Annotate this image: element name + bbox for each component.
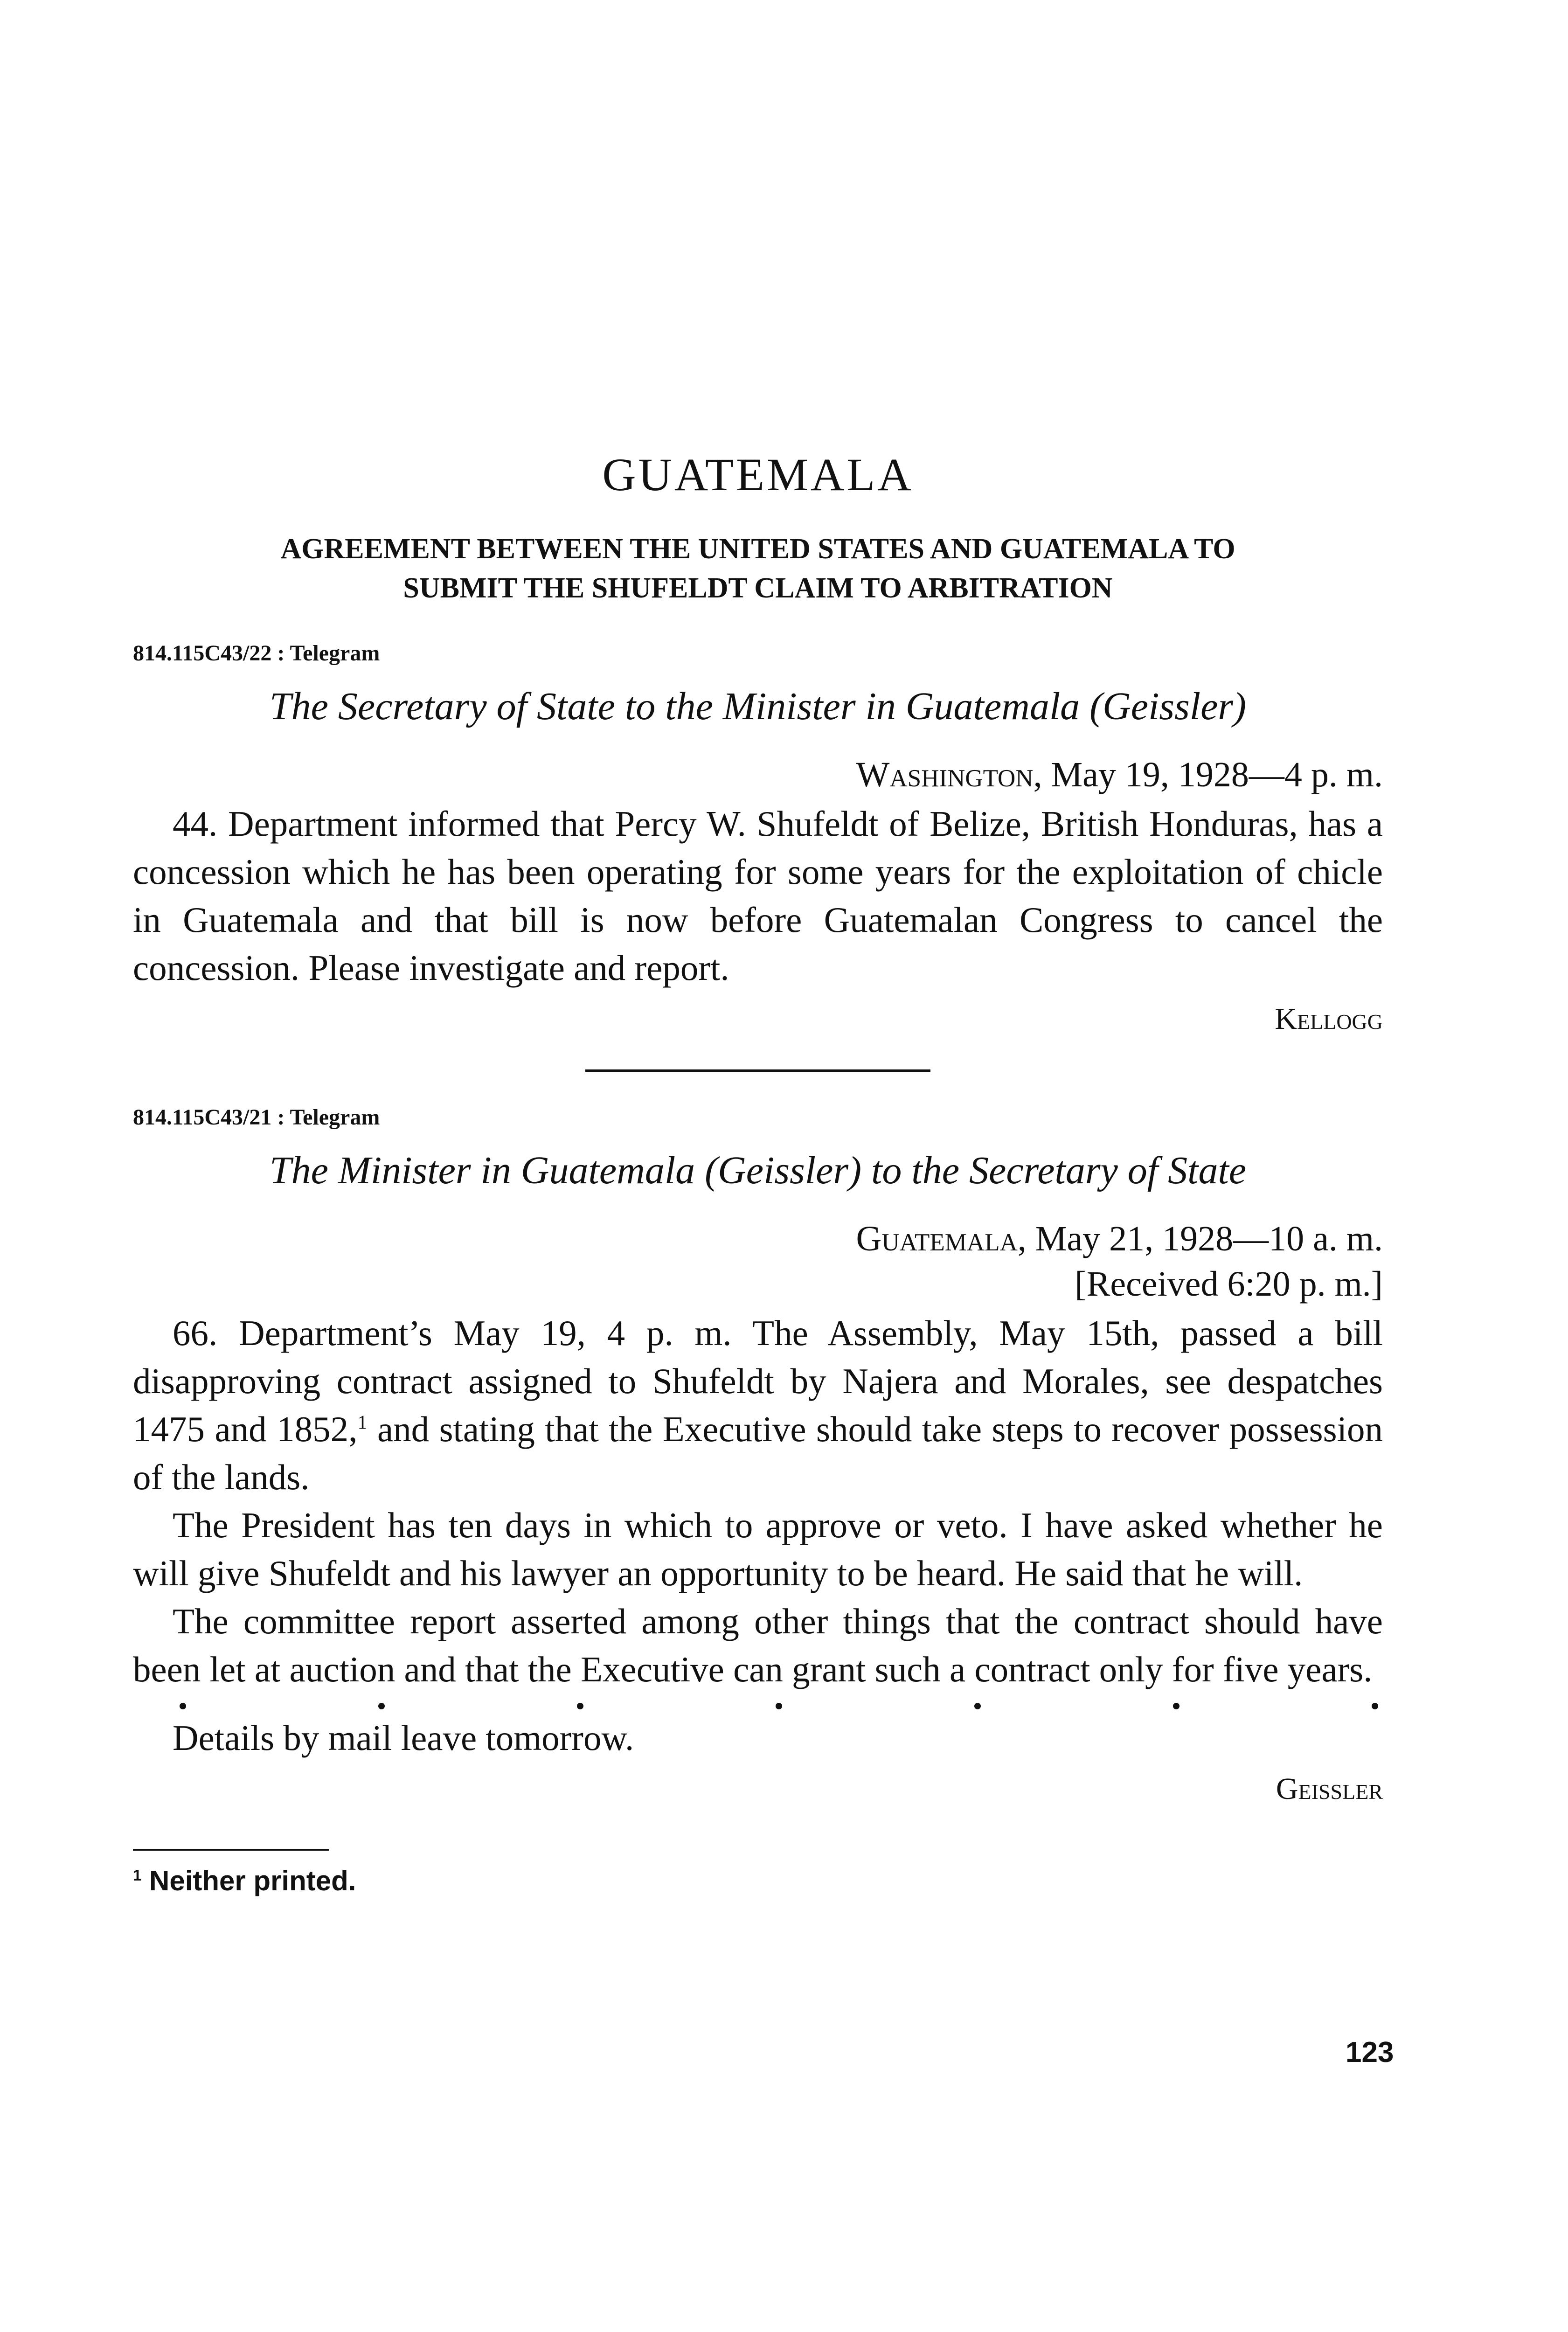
section-heading-line-1: AGREEMENT BETWEEN THE UNITED STATES AND GUATEMALA TO <box>280 533 1235 565</box>
telegram-2 <box>133 1104 1383 1807</box>
telegram-addressline: The Secretary of State to the Minister in Guatemala (Geissler) <box>269 685 1247 728</box>
file-reference: 814.115C43/21 : Telegram <box>133 1105 380 1130</box>
signature: Kellogg <box>1275 1002 1383 1036</box>
footnote-text: Neither printed. <box>141 1865 356 1896</box>
telegram-paragraph: The President has ten days in which to approve or veto. I have asked whether he will give Shufeldt and his lawyer an opportunity to be heard. He said that he will. <box>133 1505 1383 1593</box>
omission-dot <box>1372 1703 1378 1709</box>
footnote-reference[interactable]: 1 <box>357 1411 368 1434</box>
telegram-paragraph <box>133 1309 1383 1501</box>
document-page <box>133 448 1394 2068</box>
omission-dot <box>974 1703 981 1709</box>
signature: Geissler <box>1276 1772 1383 1806</box>
dateline <box>133 1219 1383 1259</box>
telegram-body: 44. Department informed that Percy W. Shufeldt of Belize, British Honduras, has a concession which he has been operating for some years for the exploitation of chicle in Guatemala and that bill is now before Guatemalan Congress to cancel the concession. Please investigate and report. <box>133 804 1383 988</box>
omission-dot <box>1173 1703 1179 1709</box>
omission-dot <box>776 1703 782 1709</box>
section-heading-line-2: SUBMIT THE SHUFELDT CLAIM TO ARBITRATION <box>403 572 1113 604</box>
section-heading <box>133 529 1383 608</box>
received-note: [Received 6:20 p. m.] <box>1075 1264 1383 1304</box>
telegram-addressline: The Minister in Guatemala (Geissler) to the Secretary of State <box>269 1149 1247 1192</box>
dateline-date: , May 19, 1928—4 p. m. <box>1033 755 1383 794</box>
telegram-1 <box>133 640 1383 1037</box>
omission-marks <box>133 1703 1383 1709</box>
omission-dot <box>180 1703 186 1709</box>
footnote-marker: 1 <box>133 1867 142 1884</box>
dateline-place: Washington <box>856 755 1034 794</box>
footnote <box>133 1865 1383 1897</box>
dateline-date: , May 21, 1928—10 a. m. <box>1017 1219 1383 1258</box>
paragraph-text: and stating that the Executive should take steps to recover possession of the lands. <box>133 1409 1383 1497</box>
omission-dot <box>378 1703 385 1709</box>
section-divider <box>585 1069 930 1072</box>
paragraph-text: 66. Department’s May 19, 4 p. m. The Assembly, May 15th, passed a bill disapproving contract assigned to Shufeldt by Najera and Morales, see despatches 1475 and 1852, <box>133 1313 1383 1449</box>
telegram-paragraph: The committee report asserted among other things that the contract should have been let at auction and that the Executive can grant such a contract only for five years. <box>133 1601 1383 1689</box>
dateline-place: Guatemala <box>856 1219 1018 1258</box>
file-reference: 814.115C43/22 : Telegram <box>133 641 380 666</box>
dateline <box>133 755 1383 795</box>
footnote-divider <box>133 1849 329 1851</box>
page-title: GUATEMALA <box>602 449 914 500</box>
page-number: 123 <box>1346 2036 1394 2068</box>
omission-dot <box>577 1703 583 1709</box>
telegram-paragraph: Details by mail leave tomorrow. <box>173 1718 634 1758</box>
